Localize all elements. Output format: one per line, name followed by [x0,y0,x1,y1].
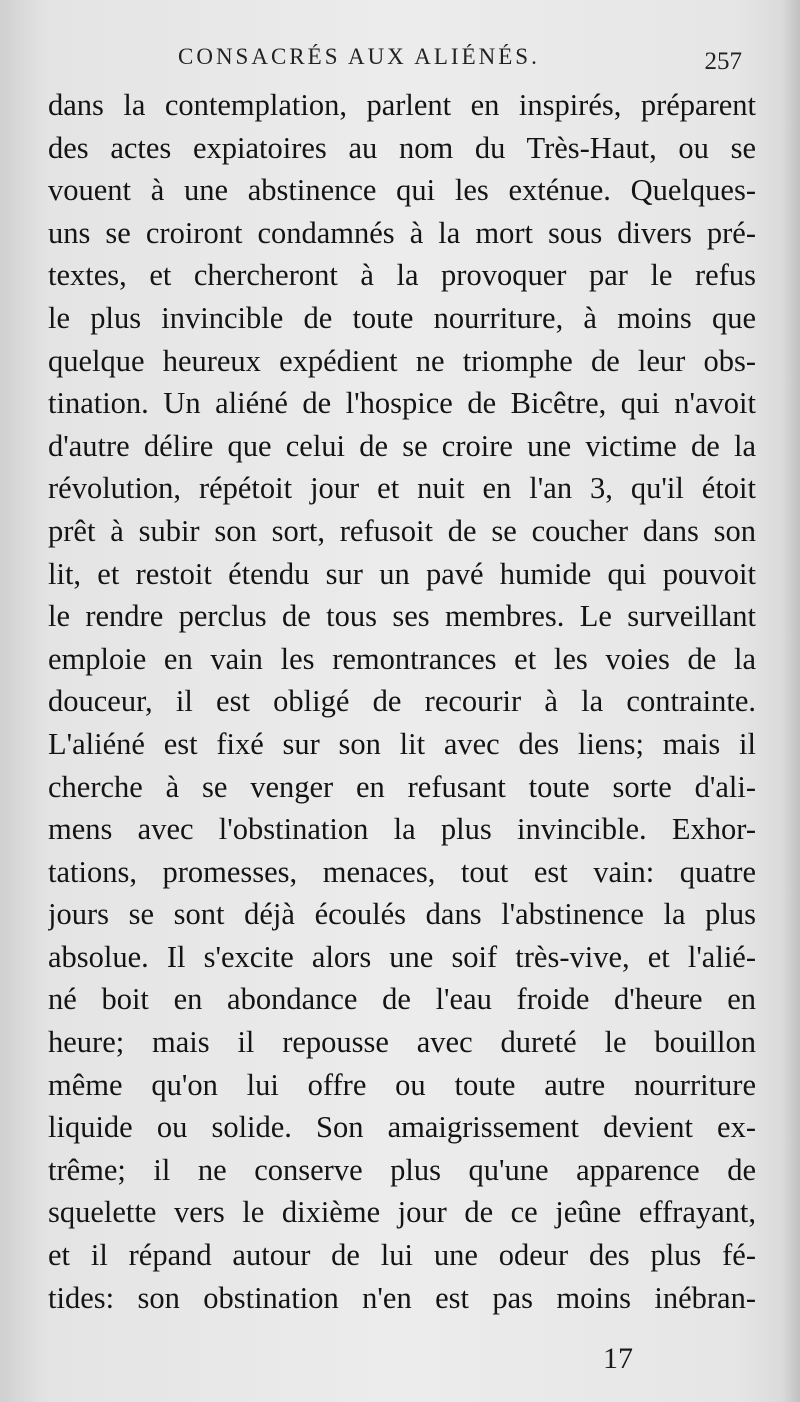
text-line: jours se sont déjà écoulés dans l'abstinence la plus [48,897,756,932]
body-text [48,84,756,1319]
page-edge-shadow [782,0,800,1402]
text-line: le plus invincible de toute nourriture, à moins que [48,300,756,335]
signature-mark: 17 [603,1342,633,1375]
text-line: révolution, répétoit jour et nuit en l'an 3, qu'il étoit [48,471,756,506]
text-line: prêt à subir son sort, refusoit de se coucher dans son [48,513,756,548]
text-line: emploie en vain les remontrances et les voies de la [48,641,756,676]
text-line: vouent à une abstinence qui les exténue. Quelques- [48,173,756,208]
text-line: textes, et chercheront à la provoquer par le refus [48,258,756,293]
text-line: trême; il ne conserve plus qu'une apparence de [48,1152,756,1187]
text-line: absolue. Il s'excite alors une soif très-vive, et l'alié- [48,939,756,974]
running-head [0,38,800,78]
text-line: des actes expiatoires au nom du Très-Haut, ou se [48,130,756,165]
text-line: heure; mais il repousse avec dureté le bouillon [48,1025,756,1060]
text-line: tations, promesses, menaces, tout est vain: quatre [48,854,756,889]
text-line: uns se croiront condamnés à la mort sous divers pré- [48,215,756,250]
text-line: liquide ou solide. Son amaigrissement devient ex- [48,1110,756,1145]
text-line: d'autre délire que celui de se croire une victime de la [48,428,756,463]
text-line: lit, et restoit étendu sur un pavé humide qui pouvoit [48,556,756,591]
text-line: squelette vers le dixième jour de ce jeûne effrayant, [48,1195,756,1230]
page-number: 257 [704,48,742,75]
text-line: dans la contemplation, parlent en inspirés, préparent [48,88,756,122]
running-title: CONSACRÉS AUX ALIÉNÉS. [178,44,540,69]
text-line: tides: son obstination n'en est pas moins inébran- [48,1280,756,1315]
text-line: quelque heureux expédient ne triomphe de leur obs- [48,343,756,378]
text-line: mens avec l'obstination la plus invincible. Exhor- [48,812,756,847]
text-line: le rendre perclus de tous ses membres. Le surveillant [48,599,756,634]
text-line: cherche à se venger en refusant toute sorte d'ali- [48,769,756,804]
text-line: L'aliéné est fixé sur son lit avec des liens; mais il [48,726,756,761]
text-line: tination. Un aliéné de l'hospice de Bicêtre, qui n'avoit [48,386,756,421]
text-line: né boit en abondance de l'eau froide d'heure en [48,982,756,1017]
text-line: et il répand autour de lui une odeur des plus fé- [48,1238,756,1273]
text-line: douceur, il est obligé de recourir à la contrainte. [48,684,756,719]
text-line: même qu'on lui offre ou toute autre nourriture [48,1067,756,1102]
